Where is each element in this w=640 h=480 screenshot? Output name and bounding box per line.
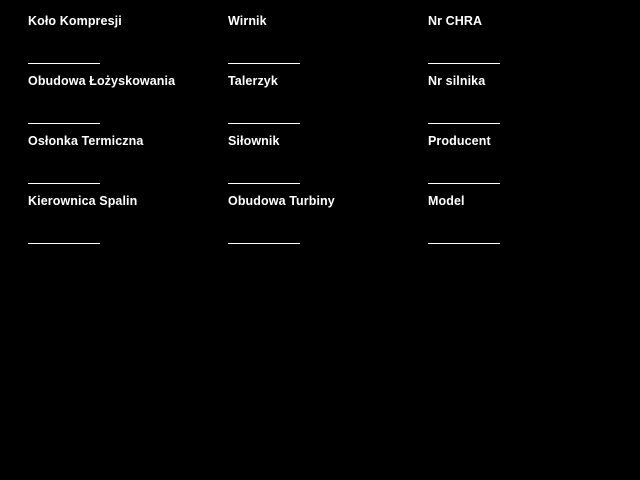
field-value[interactable] <box>28 148 200 162</box>
field-value[interactable] <box>28 28 200 42</box>
field-underline <box>28 123 100 124</box>
field-label: Koło Kompresji <box>28 14 122 28</box>
field-silownik[interactable] <box>200 134 400 194</box>
field-kolo-kompresji[interactable] <box>0 14 200 74</box>
field-nr-chra[interactable] <box>400 14 600 74</box>
field-label: Nr silnika <box>428 74 486 88</box>
field-obudowa-lozyskowania[interactable] <box>0 74 200 134</box>
field-nr-silnika[interactable] <box>400 74 600 134</box>
field-value[interactable] <box>228 208 400 222</box>
field-label: Model <box>428 194 465 208</box>
field-value[interactable] <box>228 28 400 42</box>
field-underline <box>228 123 300 124</box>
field-label: Wirnik <box>228 14 267 28</box>
field-label: Producent <box>428 134 491 148</box>
field-value[interactable] <box>28 88 200 102</box>
field-underline <box>428 63 500 64</box>
field-value[interactable] <box>28 208 200 222</box>
field-value[interactable] <box>428 148 600 162</box>
field-label: Obudowa Łożyskowania <box>28 74 176 88</box>
field-oslonka-termiczna[interactable] <box>0 134 200 194</box>
field-underline <box>428 123 500 124</box>
field-talerzyk[interactable] <box>200 74 400 134</box>
field-value[interactable] <box>428 88 600 102</box>
field-underline <box>228 183 300 184</box>
field-model[interactable] <box>400 194 600 254</box>
field-producent[interactable] <box>400 134 600 194</box>
field-underline <box>228 243 300 244</box>
field-value[interactable] <box>228 148 400 162</box>
field-underline <box>28 243 100 244</box>
field-underline <box>428 183 500 184</box>
field-label: Nr CHRA <box>428 14 483 28</box>
field-label: Obudowa Turbiny <box>228 194 335 208</box>
field-label: Kierownica Spalin <box>28 194 138 208</box>
field-obudowa-turbiny[interactable] <box>200 194 400 254</box>
field-label: Siłownik <box>228 134 280 148</box>
field-underline <box>428 243 500 244</box>
field-wirnik[interactable] <box>200 14 400 74</box>
field-underline <box>28 63 100 64</box>
field-kierownica-spalin[interactable] <box>0 194 200 254</box>
field-value[interactable] <box>428 208 600 222</box>
field-value[interactable] <box>428 28 600 42</box>
field-label: Osłonka Termiczna <box>28 134 144 148</box>
field-underline <box>28 183 100 184</box>
field-underline <box>228 63 300 64</box>
field-value[interactable] <box>228 88 400 102</box>
field-label: Talerzyk <box>228 74 278 88</box>
